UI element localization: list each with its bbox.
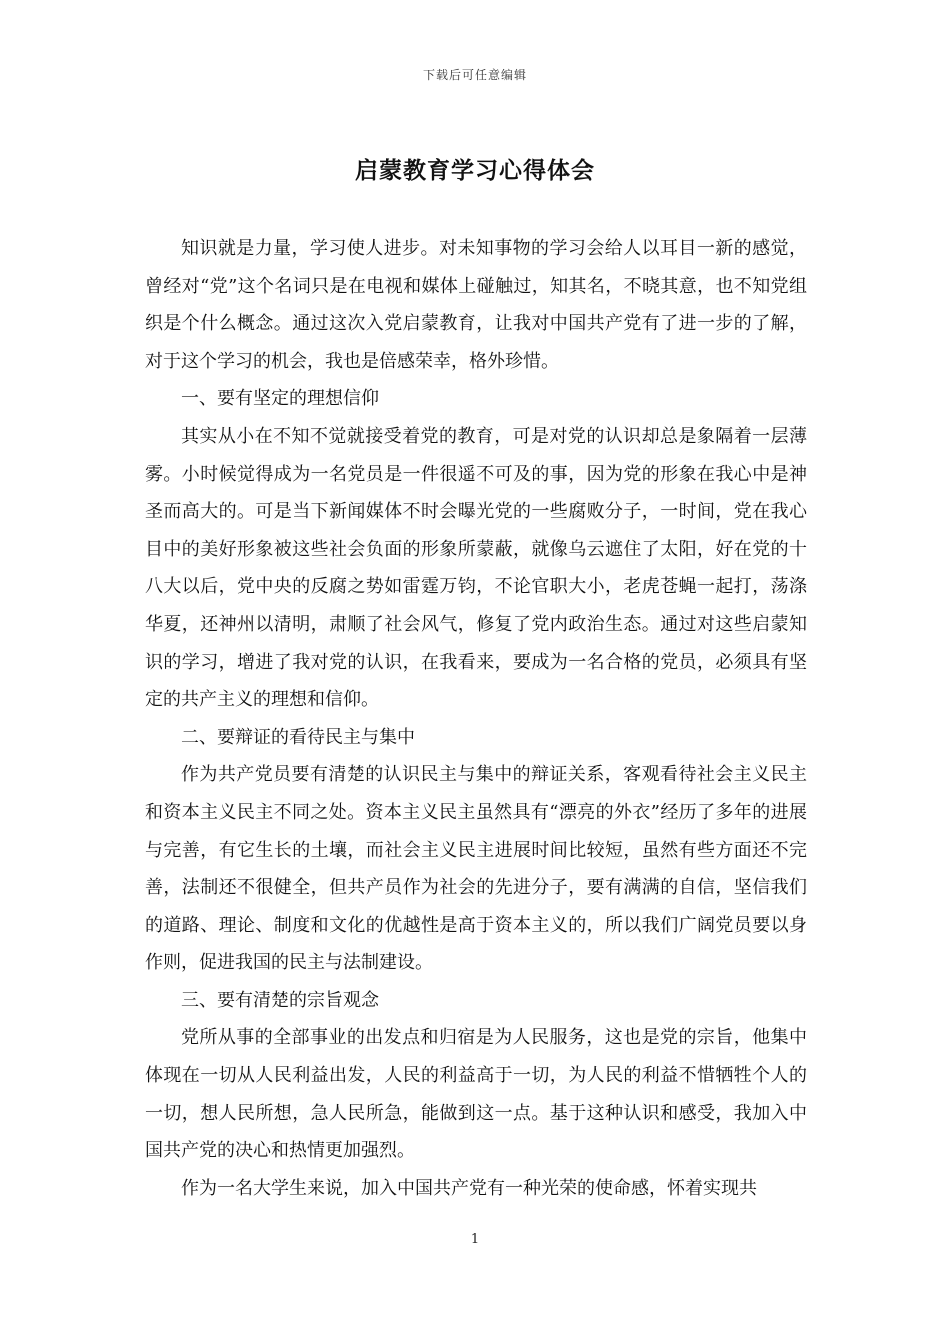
header-note: 下载后可任意编辑 <box>422 68 527 82</box>
section-heading-3: 三、要有清楚的宗旨观念 <box>181 989 379 1011</box>
paragraph-closing: 作为一名大学生来说，加入中国共产党有一种光荣的使命感，怀着实现共 <box>181 1177 757 1199</box>
paragraph-section-1: 其实从小在不知不觉就接受着党的教育，可是对党的认识却总是象隔着一层薄雾。小时候觉得成为一名党员是一件很遥不可及的事，因为党的形象在我心中是神圣而高大的。可是当下新闻媒体不时会曝光党的一些腐败分子，一时间，党在我心目中的美好形象被这些社会负面的形象所蒙蔽，就像乌云遮住了太阳，好在党的十八大以后，党中央的反腐之势如雷霆万钧，不论官职大小，老虎苍蝇一起打，荡涤华夏，还神州以清明，肃顺了社会风气，修复了党内政治生态。通过对这些启蒙知识的学习，增进了我对党的认识，在我看来，要成为一名合格的党员，必须具有坚定的共产主义的理想和信仰。 <box>145 425 807 711</box>
paragraph-section-2: 作为共产党员要有清楚的认识民主与集中的辩证关系，客观看待社会主义民主和资本主义民主不同之处。资本主义民主虽然具有“漂亮的外衣”经历了多年的进展与完善，有它生长的土壤，而社会主义民主进展时间比较短，虽然有些方面还不完善，法制还不很健全，但共产员作为社会的先进分子，要有满满的自信，坚信我们的道路、理论、制度和文化的优越性是高于资本主义的，所以我们广阔党员要以身作则，促进我国的民主与法制建设。 <box>145 764 807 974</box>
paragraph-intro: 知识就是力量，学习使人进步。对未知事物的学习会给人以耳目一新的感觉，曾经对“党”这个名词只是在电视和媒体上碰触过，知其名，不晓其意，也不知党组织是个什么概念。通过这次入党启蒙教育，让我对中国共产党有了进一步的了解，对于这个学习的机会，我也是倍感荣幸，格外珍惜。 <box>145 238 807 372</box>
page-number: 1 <box>470 1232 480 1247</box>
paragraph-section-3: 党所从事的全部事业的出发点和归宿是为人民服务，这也是党的宗旨，他集中体现在一切从人民利益出发，人民的利益高于一切，为人民的利益不惜牺牲个人的一切，想人民所想，急人民所急，能做到这一点。基于这种认识和感受，我加入中国共产党的决心和热情更加强烈。 <box>145 1027 807 1162</box>
section-heading-2: 二、要辩证的看待民主与集中 <box>181 726 415 748</box>
document-title: 启蒙教育学习心得体会 <box>355 158 595 184</box>
section-heading-1: 一、要有坚定的理想信仰 <box>181 388 379 410</box>
document-body <box>145 230 807 1207</box>
